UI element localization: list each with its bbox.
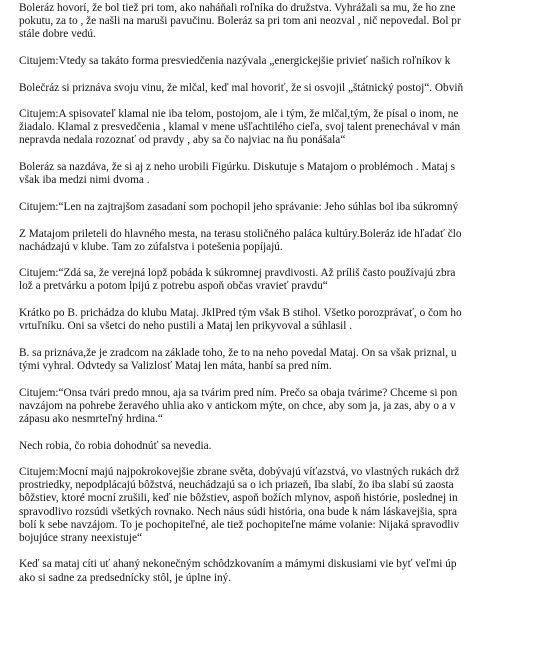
paragraph: [19, 440, 537, 453]
text-line: Krátko po B. prichádza do klubu Mataj. JklPred tým však B stihol. Všetko porozprávať, o čom ho: [19, 307, 462, 320]
document-body: [19, 2, 537, 598]
paragraph: [19, 82, 537, 95]
text-line: bôžstiev, ktoré mocní zrušili, keď nie bôžstiev, aspoň božích mlynov, aspoň histórie, poslednej in: [19, 492, 458, 505]
text-line: Keď sa mataj cíti uť ahaný nekonečným schôdzkovaním a mámymi diskusiami vie byť veľmi úp: [19, 558, 457, 571]
text-line: lož a pretvárku a potom lpijú z potrebu aspoň občas vravieť pravdu“: [19, 280, 328, 293]
paragraph: [19, 201, 537, 214]
paragraph: [19, 347, 537, 373]
text-line: ako si sadne za predsednícky stôl, je úplne iný.: [19, 571, 232, 584]
text-line: Boleráz sa nazdáva, že si aj z neho urobili Figúrku. Diskutuje s Matajom o problémoch . Mataj s: [19, 161, 456, 174]
text-line: Citujem:A spisovateľ klamal nie iba telom, postojom, ale i tým, že mlčal,tým, že písal o inom, ne: [19, 108, 459, 121]
text-line: Citujem:Mocní majú najpokrokovejšie zbrane světa, dobývajú víťazstvá, vo vlastných rukách drž: [19, 466, 460, 479]
paragraph: [19, 108, 537, 147]
paragraph: [19, 161, 537, 187]
paragraph: [19, 228, 537, 254]
text-line: Citujem:“Zdá sa, že verejná lopž pobáda k súkromnej pravdivosti. Až príliš často používajú zbra: [19, 267, 456, 280]
text-line: stále dobre vedú.: [19, 28, 96, 41]
text-line: bojujúce strany neexistuje“: [19, 531, 142, 544]
text-line: tými vyhral. Odvtedy sa Valizlosť Mataj len máta, hanbí sa pred ním.: [19, 360, 332, 373]
text-line: pokutu, za to , že našli na maruši pavučinu. Boleráz sa pri tom ani neozval , nič nepovedal. Bol pr: [19, 15, 461, 28]
text-line: B. sa priznáva,že je zradcom na základe toho, že to na neho povedal Mataj. On sa však priznal, u: [19, 346, 457, 359]
paragraph: [19, 2, 537, 41]
text-line: Z Matajom prileteli do hlavného mesta, na terasu stoličného paláca kultúry.Boleráz ide hľadať člo: [19, 227, 462, 240]
text-line: spravodlivo rozsúdi všetkých rovnako. Nech náus súdi história, ona bude k nám láskavejšia, spra: [19, 505, 457, 518]
text-line: zápasu ako nesmrteľný hrdina.“: [19, 412, 163, 425]
paragraph: [19, 466, 537, 545]
paragraph: [19, 307, 537, 333]
text-line: Bolečráz si priznáva svoju vinu, že mlčal, keď mal hovoriť, že si osvojil „štátnický postoj“. Obviň: [19, 81, 464, 94]
text-line: bolí k sebe navzájom. To je pochopiteľné, ale tiež pochopiteľne máme volanie: Nijaká spravodliv: [19, 518, 460, 531]
text-line: Citujem:Vtedy sa takáto forma presviedčenia nazývala „energickejšie privieť našich roľníkov k: [19, 54, 451, 67]
paragraph: [19, 267, 537, 293]
text-line: Citujem:“Len na zajtrajšom zasadaní som pochopil jeho správanie: Jeho súhlas bol iba súkromný: [19, 200, 459, 213]
text-line: Nech robia, čo robia dohodnúť sa nevedia.: [19, 439, 212, 452]
paragraph: [19, 558, 537, 584]
text-line: Citujem:“Onsa tvári predo mnou, aja sa tvárim pred ním. Prečo sa obaja tvárime? Chceme si pon: [19, 386, 458, 399]
text-line: nachádzajú v klube. Tam zo zúfalstva i potešenia popíjajú.: [19, 240, 283, 253]
text-line: nepravda nedala rozoznať od pravdy , aby sa čo najviac na ňu ponášala“: [19, 134, 346, 147]
paragraph: [19, 55, 537, 68]
text-line: žiadalo. Klamal z presvedčenia , klamal v mene ušľachtilého cieľa, svoj talent prenechával v mán: [19, 121, 461, 134]
text-line: však iba medzi nimi dvoma .: [19, 174, 150, 187]
text-line: Boleráz hovorí, že bol tiež pri tom, ako naháňali roľníka do družstva. Vyhrážali sa mu, že ho zne: [19, 2, 456, 14]
paragraph: [19, 387, 537, 426]
text-line: prostriedky, nepodplácajú bôžstvá, neuchádzajú sa o ich priazeň, Iba slabí, žo iba slabí sú zaosta: [19, 479, 454, 492]
text-line: navzájom na pohrebe žeravého uhlia ako v antickom mýte, on chce, aby som ja, ja zas, aby o a v: [19, 399, 456, 412]
text-line: vrtuľníku. Oni sa všetci do neho pustili a Mataj len prikyvoval a súhlasil .: [19, 320, 353, 333]
